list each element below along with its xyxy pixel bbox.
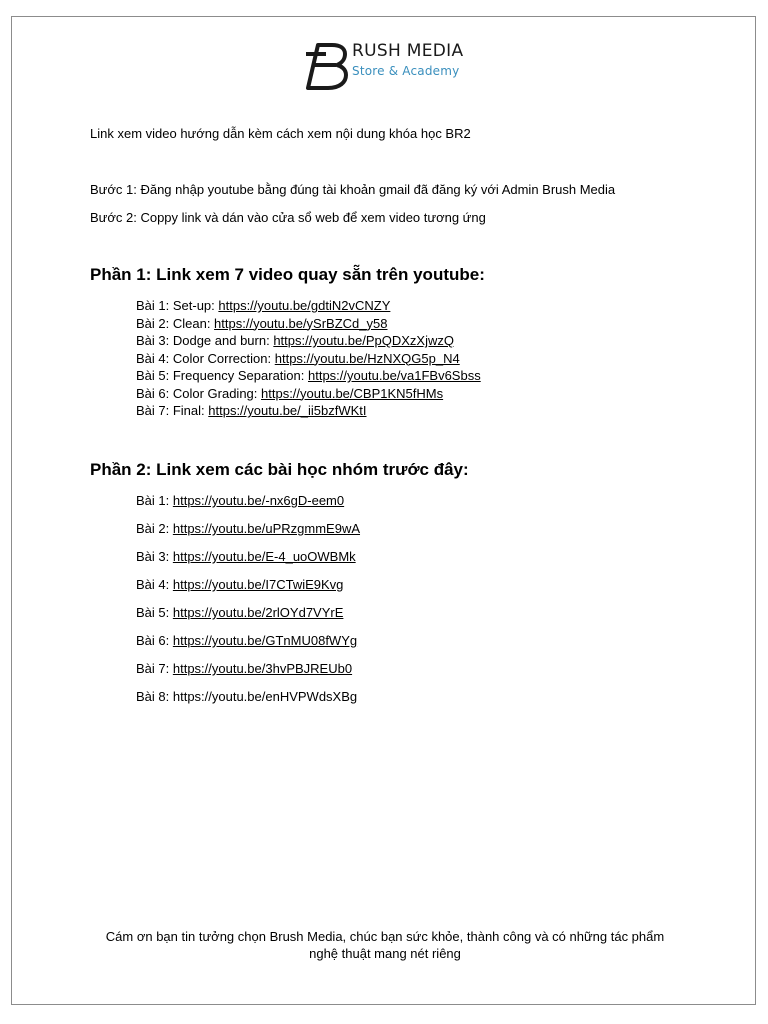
video-link[interactable]: https://youtu.be/PpQDXzXjwzQ — [273, 333, 454, 348]
lesson-label: Bài 7: Final: — [136, 403, 209, 418]
lesson-label: Bài 6: Color Grading: — [136, 385, 262, 401]
lesson-label: Bài 5: Frequency Separation: — [136, 368, 308, 383]
list-item — [136, 632, 360, 660]
lesson-label: Bài 2: — [136, 521, 173, 536]
lesson-label: Bài 4: Color Correction: — [136, 350, 275, 366]
list-item — [136, 402, 481, 420]
document-page — [11, 16, 756, 1005]
list-item — [136, 604, 360, 632]
footer-thanks: Cám ơn bạn tin tưởng chọn Brush Media, chúc bạn sức khỏe, thành công và có những tác phẩm nghệ thuật mang nét riêng — [105, 929, 665, 961]
video-link[interactable]: https://youtu.be/-nx6gD-eem0 — [172, 493, 345, 508]
video-link[interactable]: https://youtu.be/E-4_uoOWBMk — [172, 549, 356, 564]
video-url-text: https://youtu.be/enHVPWdsXBg — [172, 689, 358, 704]
intro-text: Link xem video hướng dẫn kèm cách xem nội dung khóa học BR2 — [90, 126, 471, 141]
video-link[interactable]: https://youtu.be/va1FBv6Sbss — [308, 368, 481, 383]
video-link[interactable]: https://youtu.be/ySrBZCd_y58 — [214, 315, 388, 331]
video-link[interactable]: https://youtu.be/CBP1KN5fHMs — [261, 385, 444, 401]
video-link[interactable]: https://youtu.be/3hvPBJREUb0 — [172, 661, 353, 676]
step-2: Bước 2: Coppy link và dán vào cửa sổ web để xem video tương ứng — [90, 210, 486, 225]
video-link[interactable]: https://youtu.be/I7CTwiE9Kvg — [172, 577, 344, 592]
lesson-label: Bài 7: — [136, 661, 173, 676]
part2-heading: Phần 2: Link xem các bài học nhóm trước đây: — [90, 460, 469, 479]
part1-heading: Phần 1: Link xem 7 video quay sẵn trên youtube: — [90, 265, 485, 284]
lesson-label: Bài 6: — [136, 633, 173, 648]
logo-title: RUSH MEDIA — [352, 41, 464, 61]
list-item — [136, 367, 481, 385]
lesson-label: Bài 4: — [136, 577, 173, 592]
list-item — [136, 548, 360, 576]
lesson-label: Bài 5: — [136, 605, 173, 620]
list-item — [136, 660, 360, 688]
lesson-label: Bài 1: — [136, 493, 173, 508]
video-link[interactable]: https://youtu.be/HzNXQG5p_N4 — [274, 350, 460, 366]
video-link[interactable]: https://youtu.be/GTnMU08fWYg — [172, 633, 358, 648]
video-link[interactable]: https://youtu.be/gdtiN2vCNZY — [218, 298, 391, 313]
brush-media-logo — [304, 28, 474, 98]
logo-subtitle: Store & Academy — [352, 64, 460, 78]
lesson-label: Bài 1: Set-up: — [136, 298, 219, 313]
video-link[interactable]: https://youtu.be/2rlOYd7VYrE — [172, 605, 344, 620]
list-item — [136, 520, 360, 548]
video-link[interactable]: https://youtu.be/uPRzgmmE9wA — [172, 521, 361, 536]
part2-video-list — [136, 492, 360, 716]
lesson-label: Bài 8: — [136, 689, 173, 704]
lesson-label: Bài 3: — [136, 549, 173, 564]
list-item — [136, 297, 481, 315]
list-item — [136, 576, 360, 604]
list-item — [136, 688, 360, 716]
brush-b-logo-icon — [304, 42, 352, 94]
video-link[interactable]: https://youtu.be/_ii5bzfWKtI — [208, 403, 367, 418]
step-1: Bước 1: Đăng nhập youtube bằng đúng tài khoản gmail đã đăng ký với Admin Brush Media — [90, 182, 616, 197]
list-item — [136, 492, 360, 520]
list-item — [136, 385, 481, 403]
lesson-label: Bài 3: Dodge and burn: — [136, 333, 274, 348]
list-item — [136, 332, 481, 350]
list-item — [136, 315, 481, 333]
part1-video-list — [136, 297, 481, 420]
lesson-label: Bài 2: Clean: — [136, 315, 215, 331]
list-item — [136, 350, 481, 368]
